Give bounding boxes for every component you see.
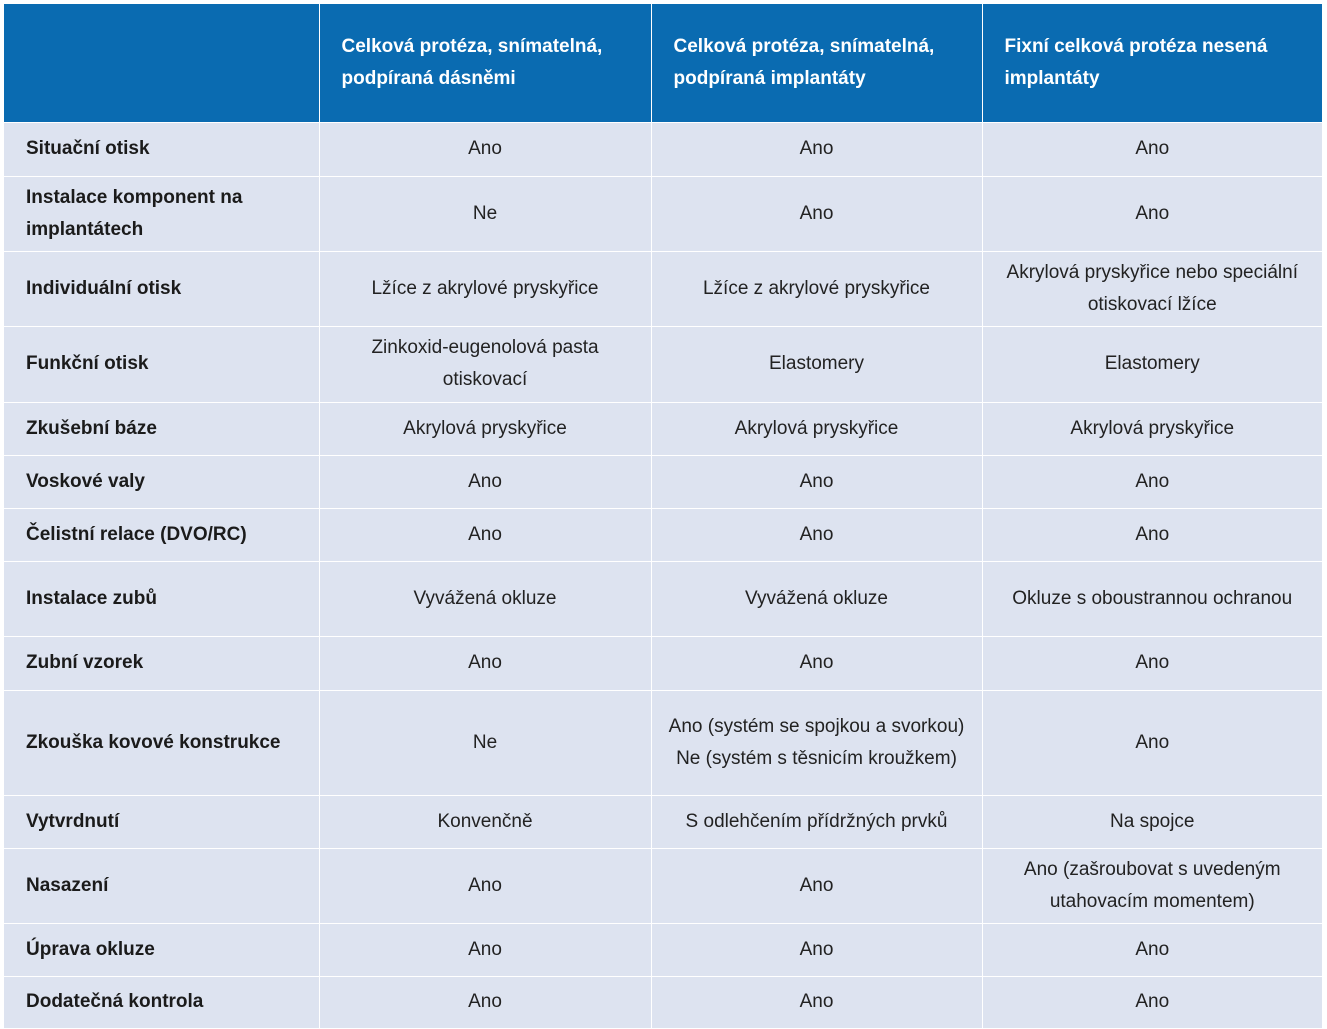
table-cell: Ano [651,848,982,923]
table-cell: Ano [982,923,1322,976]
table-row [4,690,1322,795]
table-cell: Zinkoxid-eugenolová pasta otiskovací [319,326,651,402]
table-cell: Na spojce [982,795,1322,848]
table-row [4,636,1322,690]
table-cell: Ano [319,455,651,508]
table-cell: Ne [319,176,651,251]
table-cell: Ano [982,176,1322,251]
row-label: Dodatečná kontrola [4,976,319,1028]
table-cell: Ano [319,976,651,1028]
table-cell: Vyvážená okluze [319,561,651,636]
row-label: Funkční otisk [4,326,319,402]
table-cell: Ne [319,690,651,795]
table-cell: Ano [651,176,982,251]
row-label: Zkouška kovové konstrukce [4,690,319,795]
table-cell: Ano [319,636,651,690]
table-cell: Ano (systém se spojkou a svorkou) Ne (systém s těsnicím kroužkem) [651,690,982,795]
table-cell: Ano [982,636,1322,690]
header-cell-implant-supported: Celková protéza, snímatelná, podpíraná implantáty [651,4,982,122]
header-cell-fixed-implant: Fixní celková protéza nesená implantáty [982,4,1322,122]
table-cell: Ano [651,122,982,176]
table-cell: Akrylová pryskyřice [319,402,651,455]
row-label: Zkušební báze [4,402,319,455]
table-row [4,402,1322,455]
table-row [4,251,1322,326]
comparison-table [4,4,1322,1029]
table-cell: Elastomery [651,326,982,402]
row-label: Čelistní relace (DVO/RC) [4,508,319,561]
table-cell: Ano [982,690,1322,795]
table-cell: Ano [319,122,651,176]
table-cell: Ano [982,976,1322,1028]
table-cell: Ano [982,508,1322,561]
table-cell: Okluze s oboustrannou ochranou [982,561,1322,636]
header-cell-empty [4,4,319,122]
table-cell: Ano [982,122,1322,176]
table-cell: Ano [651,455,982,508]
table-cell: Ano [651,636,982,690]
header-row [4,4,1322,122]
row-label: Instalace zubů [4,561,319,636]
table-row [4,508,1322,561]
row-label: Nasazení [4,848,319,923]
row-label: Individuální otisk [4,251,319,326]
table-cell: Ano [319,508,651,561]
table-row [4,176,1322,251]
table-row [4,326,1322,402]
table-cell: Vyvážená okluze [651,561,982,636]
table-row [4,976,1322,1028]
table-cell: Lžíce z akrylové pryskyřice [319,251,651,326]
table-row [4,848,1322,923]
table-cell: Lžíce z akrylové pryskyřice [651,251,982,326]
row-label: Zubní vzorek [4,636,319,690]
table-cell: Ano [319,848,651,923]
row-label: Instalace komponent na implantátech [4,176,319,251]
table-cell: Ano [651,976,982,1028]
table-header [4,4,1322,122]
table-cell: Ano [651,508,982,561]
table-cell: Konvenčně [319,795,651,848]
table-cell: Akrylová pryskyřice [982,402,1322,455]
table-cell: Ano [319,923,651,976]
table-row [4,455,1322,508]
header-cell-gum-supported: Celková protéza, snímatelná, podpíraná dásněmi [319,4,651,122]
table-cell: Akrylová pryskyřice [651,402,982,455]
table-row [4,561,1322,636]
table-row [4,795,1322,848]
table-cell: Elastomery [982,326,1322,402]
table-body [4,122,1322,1028]
table-cell: Ano [982,455,1322,508]
row-label: Voskové valy [4,455,319,508]
table-cell: Akrylová pryskyřice nebo speciální otiskovací lžíce [982,251,1322,326]
table-cell: Ano (zašroubovat s uvedeným utahovacím momentem) [982,848,1322,923]
row-label: Situační otisk [4,122,319,176]
table-cell: Ano [651,923,982,976]
row-label: Vytvrdnutí [4,795,319,848]
table-row [4,122,1322,176]
table-cell: S odlehčením přídržných prvků [651,795,982,848]
row-label: Úprava okluze [4,923,319,976]
table-row [4,923,1322,976]
